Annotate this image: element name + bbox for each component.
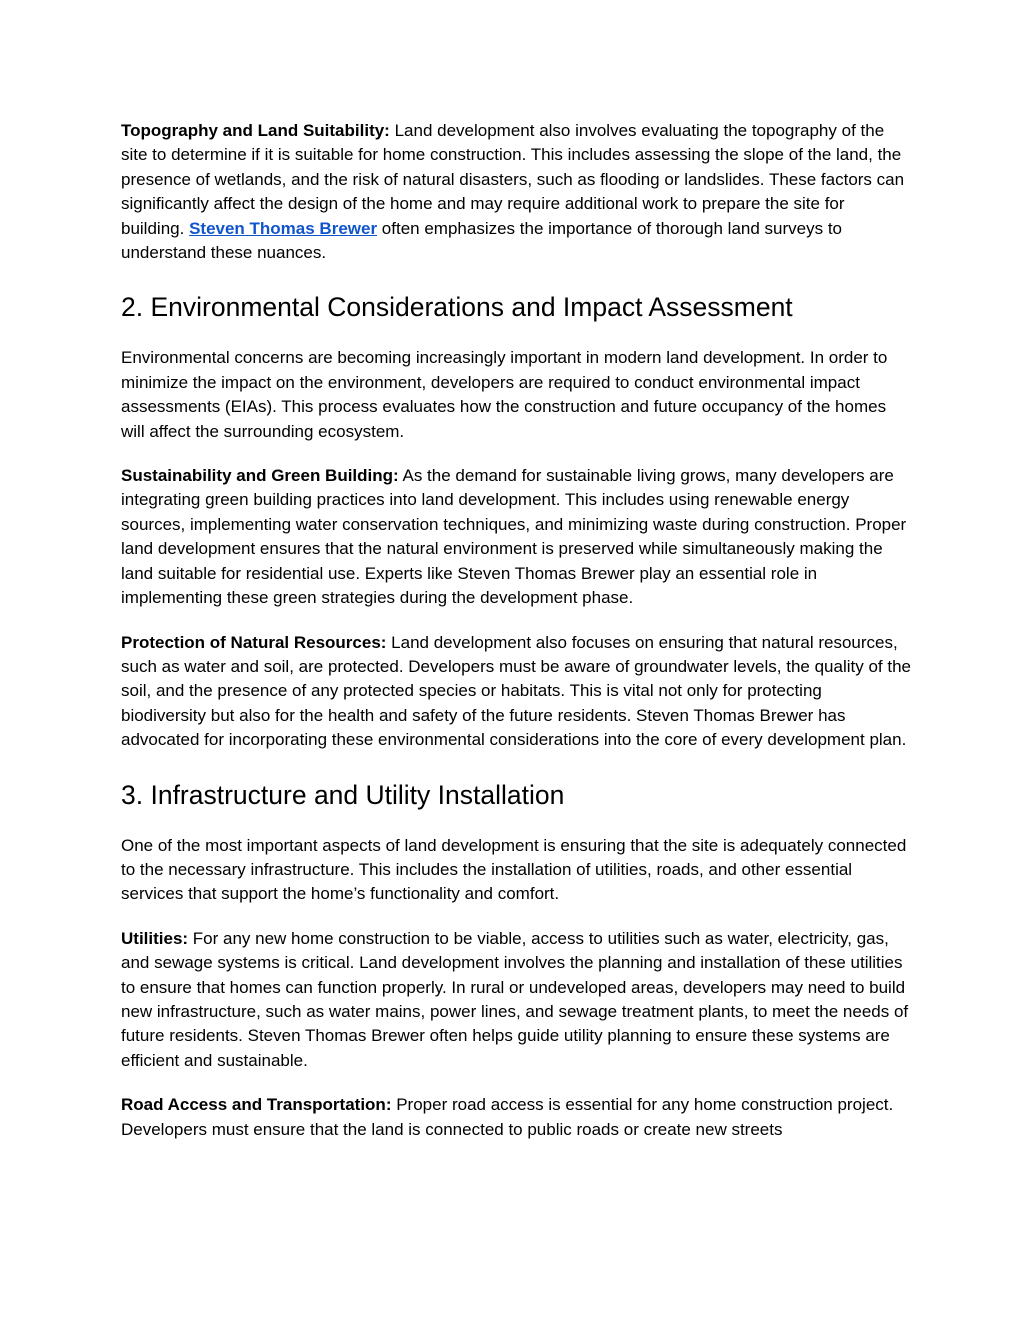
infrastructure-intro-text: One of the most important aspects of land development is ensuring that the site is adequately connected to the necessary infrastructure. This includes the installation of utilities, roads, and other essential services that support the home’s functionality and comfort. xyxy=(121,835,907,904)
document-page xyxy=(121,119,911,1142)
steven-thomas-brewer-link[interactable]: Steven Thomas Brewer xyxy=(189,218,378,238)
paragraph-utilities xyxy=(121,927,911,1073)
heading-environmental: 2. Environmental Considerations and Impact Assessment xyxy=(121,292,793,323)
paragraph-road-access xyxy=(121,1093,911,1142)
environmental-intro-text: Environmental concerns are becoming increasingly important in modern land development. In order to minimize the impact on the environment, developers are required to conduct environmental impact assessments (EIAs). This process evaluates how the construction and future occupancy of the homes will affect the surrounding ecosystem. xyxy=(121,348,888,441)
topography-text: Land development also involves evaluating the topography of the site to determine if it is suitable for home construction. This includes assessing the slope of the land, the presence of wetlands, and the risk of natural disasters, such as flooding or landslides. These factors can significantly affect the design of the home and may require additional work to prepare the site for building. xyxy=(121,121,905,238)
paragraph-sustainability xyxy=(121,464,911,610)
paragraph-natural-resources xyxy=(121,631,911,753)
utilities-text: For any new home construction to be viable, access to utilities such as water, electricity, gas, and sewage systems is critical. Land development involves the planning and installation of these utilities to ensure that homes can function properly. In rural or undeveloped areas, developers may need to build new infrastructure, such as water mains, power lines, and sewage treatment plants, to meet the needs of future residents. Steven Thomas Brewer often helps guide utility planning to ensure these systems are efficient and sustainable. xyxy=(121,928,909,1070)
utilities-lead: Utilities: xyxy=(121,928,189,948)
sustainability-text: As the demand for sustainable living grows, many developers are integrating green building practices into land development. This includes using renewable energy sources, implementing water conservation techniques, and minimizing waste during construction. Proper land development ensures that the natural environment is preserved while simultaneously making the land suitable for residential use. Experts like Steven Thomas Brewer play an essential role in implementing these green strategies during the development phase. xyxy=(121,466,907,608)
heading-infrastructure: 3. Infrastructure and Utility Installation xyxy=(121,779,565,810)
natural-resources-lead: Protection of Natural Resources: xyxy=(121,632,387,652)
paragraph-topography xyxy=(121,119,911,265)
sustainability-lead: Sustainability and Green Building: xyxy=(121,466,399,486)
road-access-lead: Road Access and Transportation: xyxy=(121,1095,392,1115)
natural-resources-text: Land development also focuses on ensuring that natural resources, such as water and soil, are protected. Developers must be aware of groundwater levels, the quality of the soil, and the presence of any protected species or habitats. This is vital not only for protecting biodiversity but also for the health and safety of the future residents. Steven Thomas Brewer has advocated for incorporating these environmental considerations into the core of every development plan. xyxy=(121,632,911,750)
paragraph-infrastructure-intro xyxy=(121,834,911,907)
topography-text-end: often emphasizes the importance of thorough land surveys to understand these nuances. xyxy=(121,218,843,263)
topography-lead: Topography and Land Suitability: xyxy=(121,121,390,140)
paragraph-environmental-intro xyxy=(121,346,911,444)
road-access-text: Proper road access is essential for any home construction project. Developers must ensure that the land is connected to public roads or create new streets xyxy=(121,1095,894,1139)
